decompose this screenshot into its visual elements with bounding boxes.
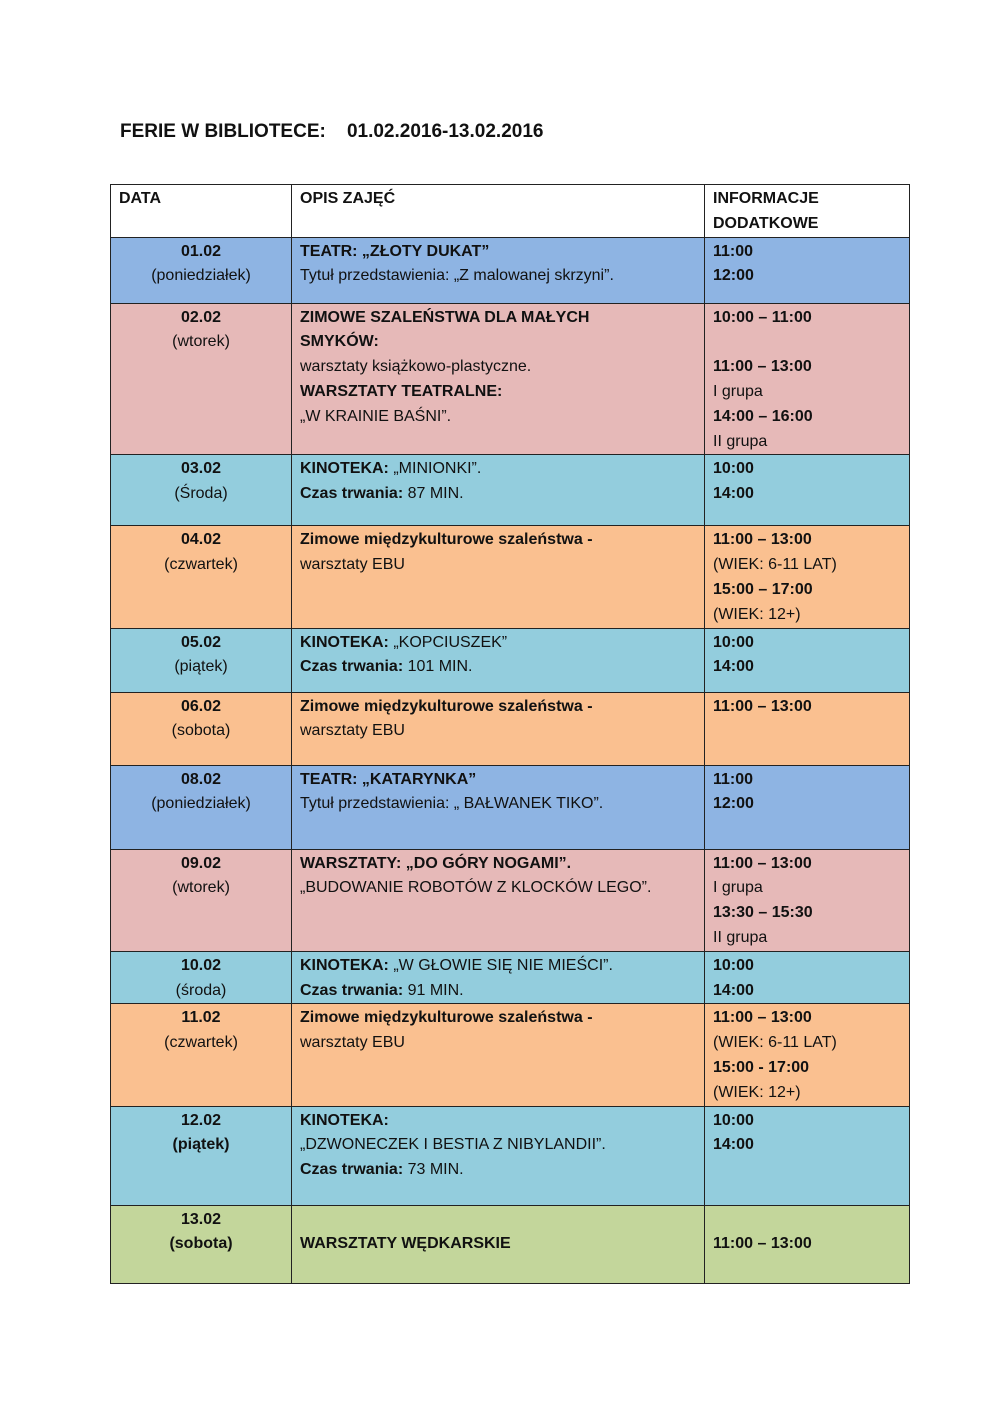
table-row (111, 1004, 910, 1106)
description-cell: TEATR: „ZŁOTY DUKAT” Tytuł przedstawienia: „Z malowanej skrzyni”. (292, 237, 705, 303)
info-cell: 10:00 – 11:00 11:00 – 13:00 I grupa 14:00 – 16:00 II grupa (705, 303, 910, 455)
date-cell: 01.02 (poniedziałek) (111, 237, 292, 303)
table-row (111, 765, 910, 849)
description-cell: WARSZTATY WĘDKARSKIE (292, 1205, 705, 1283)
description-cell: KINOTEKA: „KOPCIUSZEK” Czas trwania: 101 MIN. (292, 628, 705, 692)
header-date: DATA (111, 185, 292, 238)
date-cell: 12.02 (piątek) (111, 1106, 292, 1205)
description-cell: TEATR: „KATARYNKA” Tytuł przedstawienia: „ BAŁWANEK TIKO”. (292, 765, 705, 849)
header-description: OPIS ZAJĘĆ (292, 185, 705, 238)
table-row (111, 628, 910, 692)
info-cell: 10:00 14:00 (705, 1106, 910, 1205)
table-row (111, 237, 910, 303)
info-cell: 10:00 14:00 (705, 455, 910, 526)
info-cell: 11:00 – 13:00 (WIEK: 6-11 LAT) 15:00 - 17:00 (WIEK: 12+) (705, 1004, 910, 1106)
table-row (111, 526, 910, 628)
description-cell: Zimowe międzykulturowe szaleństwa - warsztaty EBU (292, 526, 705, 628)
table-header-row (111, 185, 910, 238)
description-cell: KINOTEKA: „MINIONKI”. Czas trwania: 87 MIN. (292, 455, 705, 526)
description-cell: ZIMOWE SZALEŃSTWA DLA MAŁYCH SMYKÓW: warsztaty książkowo-plastyczne. WARSZTATY TEATRALNE: „W KRAINIE BAŚNI”. (292, 303, 705, 455)
date-cell: 08.02 (poniedziałek) (111, 765, 292, 849)
table-row (111, 849, 910, 951)
table-row (111, 951, 910, 1004)
description-cell: KINOTEKA: „W GŁOWIE SIĘ NIE MIEŚCI”. Czas trwania: 91 MIN. (292, 951, 705, 1004)
table-row (111, 455, 910, 526)
date-cell: 02.02 (wtorek) (111, 303, 292, 455)
info-cell: 11:00 12:00 (705, 237, 910, 303)
date-cell: 06.02 (sobota) (111, 692, 292, 765)
description-cell: Zimowe międzykulturowe szaleństwa - warsztaty EBU (292, 692, 705, 765)
date-cell: 13.02 (sobota) (111, 1205, 292, 1283)
table-row (111, 303, 910, 455)
date-cell: 11.02 (czwartek) (111, 1004, 292, 1106)
info-cell: 11:00 12:00 (705, 765, 910, 849)
info-cell: 11:00 – 13:00 (WIEK: 6-11 LAT) 15:00 – 17:00 (WIEK: 12+) (705, 526, 910, 628)
date-cell: 09.02 (wtorek) (111, 849, 292, 951)
info-cell: 11:00 – 13:00 (705, 1205, 910, 1283)
schedule-table (110, 184, 910, 1284)
date-cell: 03.02 (Środa) (111, 455, 292, 526)
description-cell: KINOTEKA: „DZWONECZEK I BESTIA Z NIBYLANDII”. Czas trwania: 73 MIN. (292, 1106, 705, 1205)
info-cell: 10:00 14:00 (705, 951, 910, 1004)
description-cell: Zimowe międzykulturowe szaleństwa - warsztaty EBU (292, 1004, 705, 1106)
date-cell: 10.02 (środa) (111, 951, 292, 1004)
info-cell: 10:00 14:00 (705, 628, 910, 692)
description-cell: WARSZTATY: „DO GÓRY NOGAMI”. „BUDOWANIE ROBOTÓW Z KLOCKÓW LEGO”. (292, 849, 705, 951)
table-row (111, 692, 910, 765)
header-info: INFORMACJE DODATKOWE (705, 185, 910, 238)
table-row (111, 1106, 910, 1205)
info-cell: 11:00 – 13:00 (705, 692, 910, 765)
date-cell: 04.02 (czwartek) (111, 526, 292, 628)
page-title: FERIE W BIBLIOTECE: 01.02.2016-13.02.2016 (120, 121, 544, 142)
date-cell: 05.02 (piątek) (111, 628, 292, 692)
table-row (111, 1205, 910, 1283)
info-cell: 11:00 – 13:00 I grupa 13:30 – 15:30 II grupa (705, 849, 910, 951)
